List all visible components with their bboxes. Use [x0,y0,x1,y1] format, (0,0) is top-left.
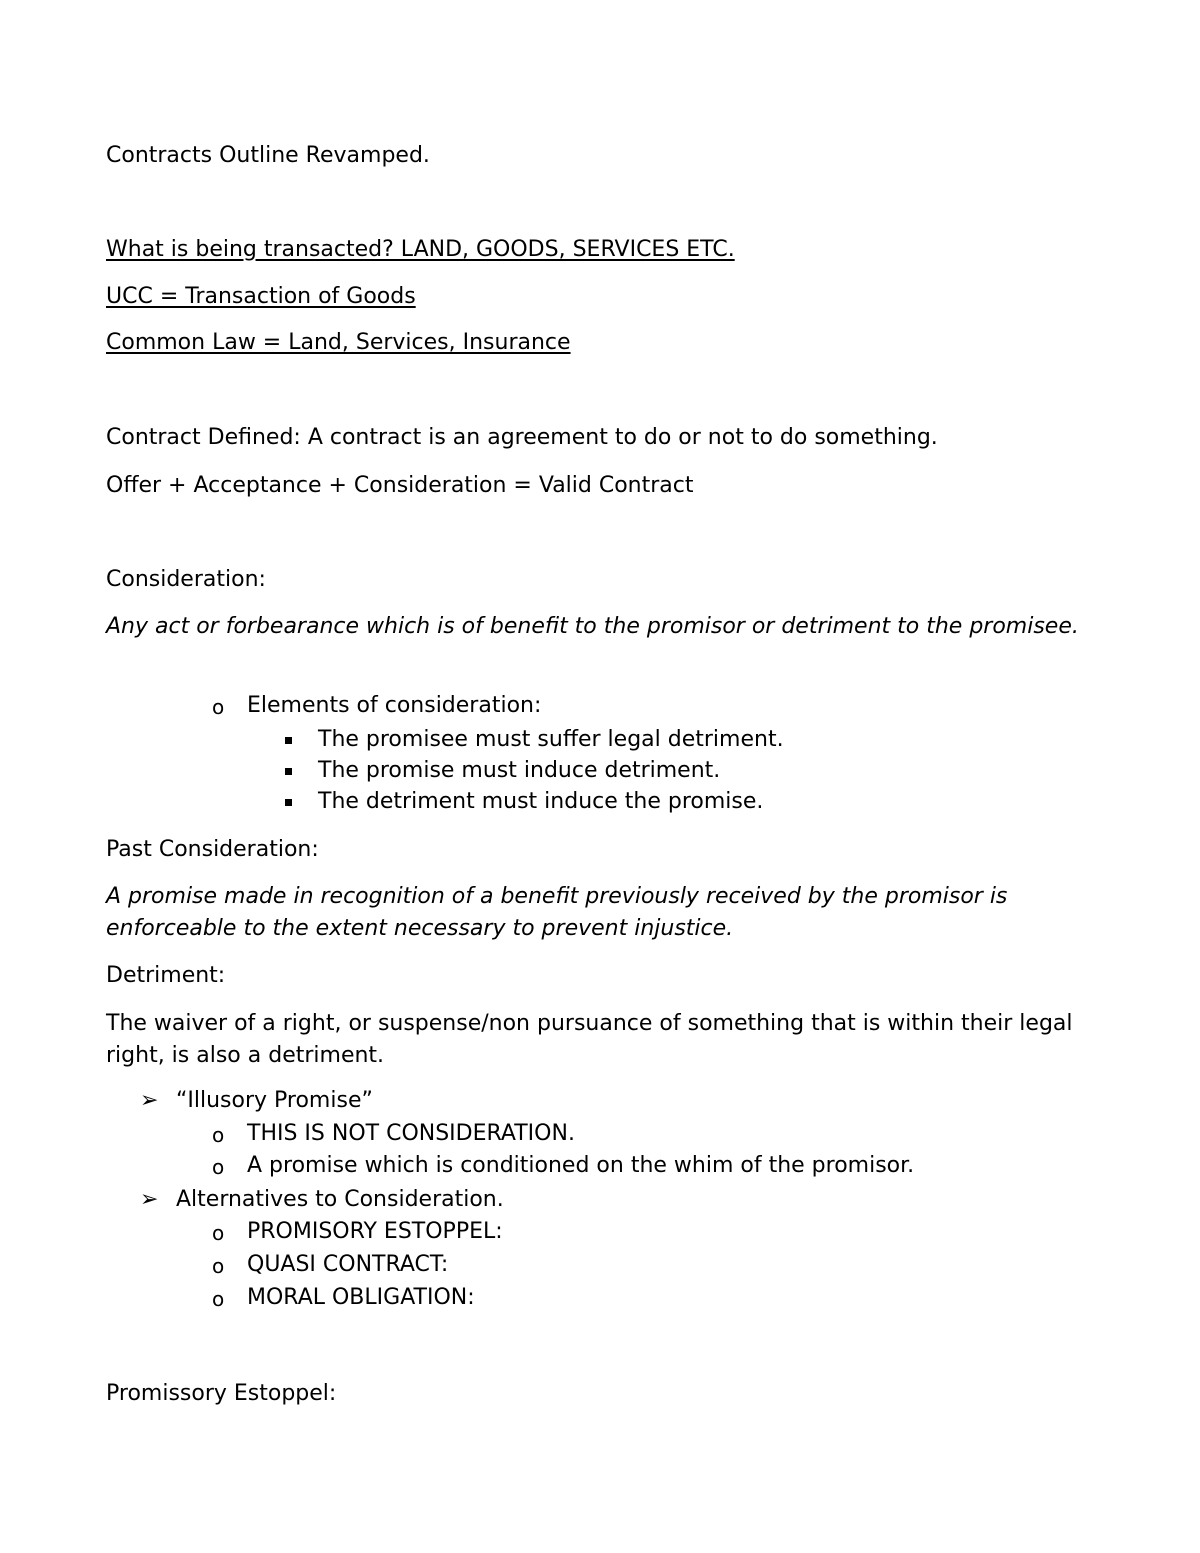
transaction-question: What is being transacted? LAND, GOODS, SERVICES ETC. [106,237,735,262]
element-item: The detriment must induce the promise. [318,789,764,814]
circle-bullet-icon: o [212,1123,225,1147]
circle-bullet-icon: o [212,1287,225,1311]
elements-label: Elements of consideration: [247,693,542,718]
past-consideration-definition: A promise made in recognition of a benefit previously received by the promisor is enforceable to the extent necessary to prevent injustice. [106,884,1008,941]
detriment-definition: The waiver of a right, or suspense/non pursuance of something that is within their legal right, is also a detriment. [106,1011,1073,1068]
alternative-item: MORAL OBLIGATION: [247,1285,475,1310]
circle-bullet-icon: o [212,1221,225,1245]
detriment-heading: Detriment: [106,963,226,988]
alternative-item: PROMISORY ESTOPPEL: [247,1219,503,1244]
element-item: The promisee must suffer legal detriment. [318,727,784,752]
arrow-bullet-icon: ➢ [140,1088,159,1113]
square-bullet-icon [285,799,292,806]
square-bullet-icon [285,768,292,775]
document-title: Contracts Outline Revamped. [106,143,430,168]
common-law-definition: Common Law = Land, Services, Insurance [106,330,571,355]
circle-bullet-icon: o [212,695,225,719]
illusory-item: THIS IS NOT CONSIDERATION. [247,1121,575,1146]
alternatives-label: Alternatives to Consideration. [176,1187,504,1212]
consideration-heading: Consideration: [106,567,266,592]
consideration-definition: Any act or forbearance which is of benefit to the promisor or detriment to the promisee. [106,614,1079,639]
promissory-estoppel-heading: Promissory Estoppel: [106,1381,337,1406]
square-bullet-icon [285,737,292,744]
illusory-item: A promise which is conditioned on the whim of the promisor. [247,1153,915,1178]
alternative-item: QUASI CONTRACT: [247,1252,449,1277]
illusory-promise-label: “Illusory Promise” [176,1088,373,1113]
element-item: The promise must induce detriment. [318,758,721,783]
contract-defined: Contract Defined: A contract is an agreement to do or not to do something. [106,425,938,450]
circle-bullet-icon: o [212,1155,225,1179]
past-consideration-heading: Past Consideration: [106,837,319,862]
ucc-definition: UCC = Transaction of Goods [106,284,416,309]
arrow-bullet-icon: ➢ [140,1187,159,1212]
contract-formula: Offer + Acceptance + Consideration = Valid Contract [106,473,694,498]
circle-bullet-icon: o [212,1254,225,1278]
